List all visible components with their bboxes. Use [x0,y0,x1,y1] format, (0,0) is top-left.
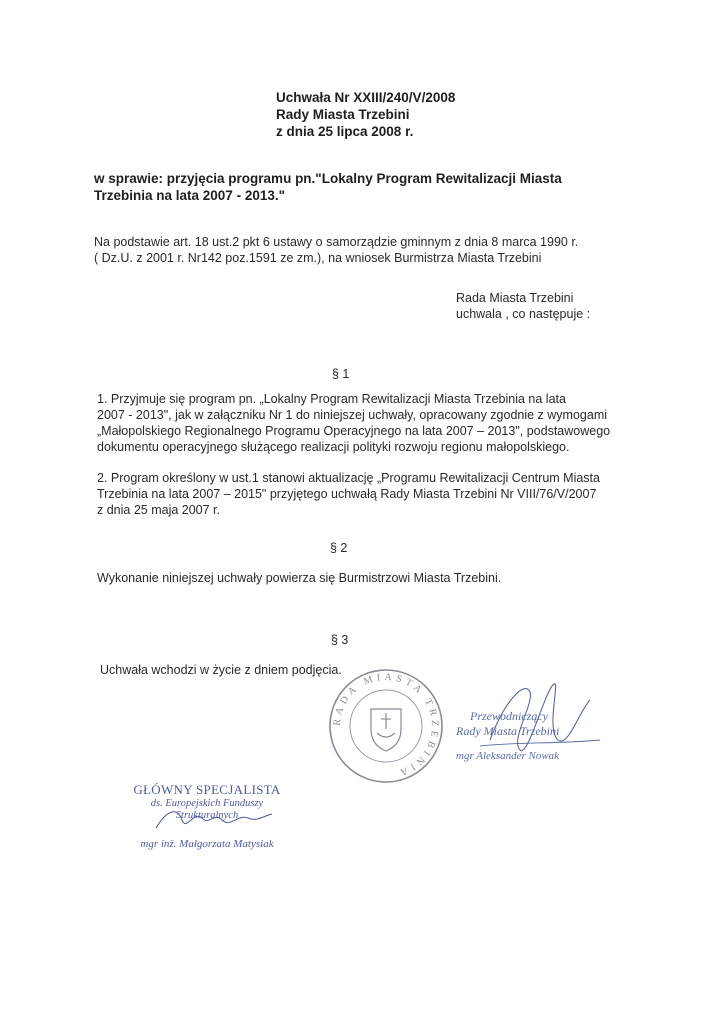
text-line: Trzebinia na lata 2007 – 2015" przyjętego uchwałą Rady Miasta Trzebini Nr VIII/76/V/2007 [97,487,597,501]
section-1-paragraph-2 [97,470,625,518]
section-2-mark: § 2 [330,541,348,555]
text-line: 2007 - 2013", jak w załączniku Nr 1 do niniejszej uchwały, opracowany zgodnie z wymogami [97,408,608,422]
chairman-name: mgr Aleksander Nowak [456,750,560,762]
legal-basis [94,234,654,266]
section-3-text: Uchwała wchodzi w życie z dniem podjęcia. [100,663,342,677]
section-3-mark: § 3 [331,633,349,647]
document-title [276,89,455,140]
council-resolves [456,290,590,322]
text-line: 2. Program określony w ust.1 stanowi aktualizację „Programu Rewitalizacji Centrum Miasta [97,471,600,485]
chairman-title-1: Przewodniczący [470,709,548,723]
council-line-2: uchwala , co następuje : [456,307,591,321]
specialist-signature-icon [148,800,278,840]
council-seal [327,667,445,785]
subject-block [94,170,634,204]
subject-line-2: Trzebinia na lata 2007 - 2013." [94,188,285,203]
specialist-name: mgr inż. Małgorzata Matysiak [140,838,274,850]
section-2-text: Wykonanie niniejszej uchwały powierza się Burmistrzowi Miasta Trzebini. [97,571,502,585]
chairman-title-2: Rady Miasta Trzebini [456,724,560,738]
council-line-1: Rada Miasta Trzebini [456,291,574,305]
title-line-1: Uchwała Nr XXIII/240/V/2008 [276,90,456,105]
section-1-mark: § 1 [332,367,350,381]
subject-line-1: w sprawie: przyjęcia programu pn."Lokalny Program Rewitalizacji Miasta [94,171,562,186]
basis-line-1: Na podstawie art. 18 ust.2 pkt 6 ustawy o samorządzie gminnym z dnia 8 marca 1990 r. [94,235,579,249]
title-line-3: z dnia 25 lipca 2008 r. [276,124,414,139]
text-line: z dnia 25 maja 2007 r. [97,503,220,517]
specialist-sub-2: Strukturalnych [175,810,239,821]
text-line: 1. Przyjmuje się program pn. „Lokalny Program Rewitalizacji Miasta Trzebinia na lata [97,392,566,406]
specialist-sub-1: ds. Europejskich Funduszy [150,798,264,809]
text-line: dokumentu operacyjnego służącego realizacji polityki rozwoju regionu małopolskiego. [97,440,570,454]
seal-text: RADA MIASTA TRZEBINIA [331,671,441,779]
basis-line-2: ( Dz.U. z 2001 r. Nr142 poz.1591 ze zm.), na wniosek Burmistrza Miasta Trzebini [94,251,542,265]
section-1-paragraph-1 [97,391,625,455]
specialist-title: GŁÓWNY SPECJALISTA [133,782,281,797]
text-line: „Małopolskiego Regionalnego Programu Operacyjnego na lata 2007 – 2013", podstawowego [97,424,611,438]
title-line-2: Rady Miasta Trzebini [276,107,410,122]
